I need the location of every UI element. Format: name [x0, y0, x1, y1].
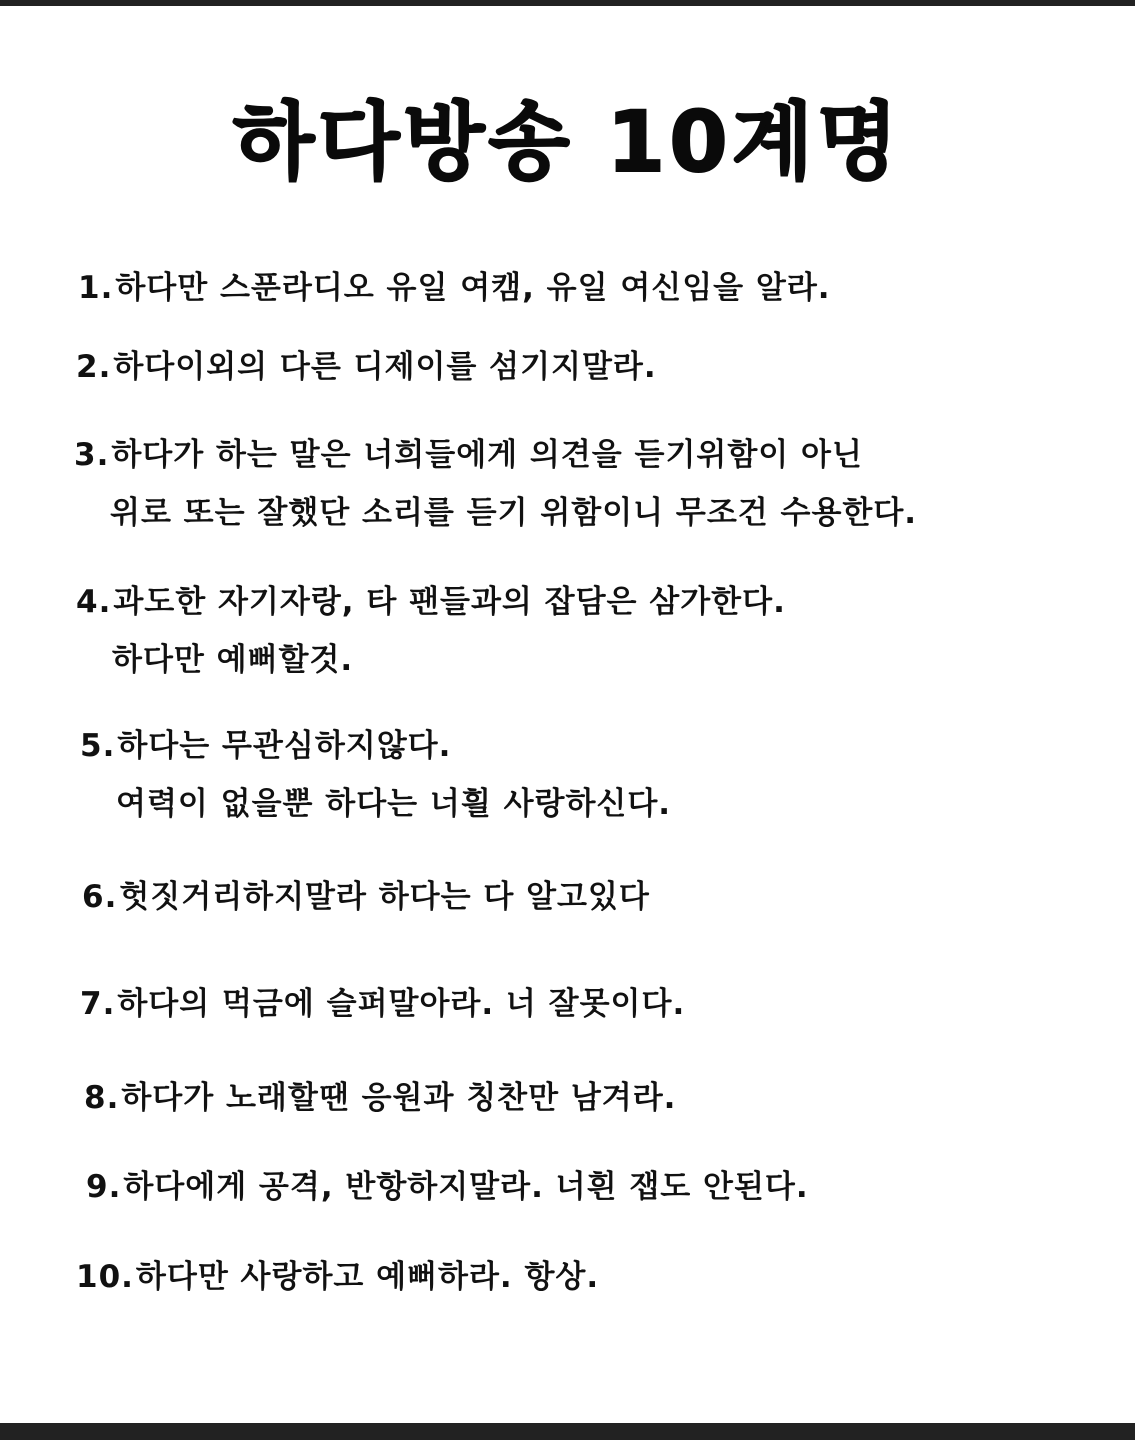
- commandment-4: [76, 573, 786, 689]
- commandment-text: 헛짓거리하지말라 하다는 다 알고있다: [119, 879, 650, 915]
- commandment-text: 하다만 스푼라디오 유일 여캠, 유일 여신임을 알라.: [115, 270, 831, 306]
- commandment-text-continued: 하다만 예뻐할것.: [112, 642, 354, 678]
- commandment-number: 6.: [82, 879, 118, 915]
- commandment-text: 하다는 무관심하지않다.: [117, 728, 452, 764]
- commandment-number: 2.: [76, 349, 112, 385]
- commandment-text-continued: 여력이 없을뿐 하다는 너흴 사랑하신다.: [116, 786, 672, 822]
- commandment-9: [86, 1158, 809, 1216]
- commandment-number: 1.: [78, 270, 114, 306]
- commandment-5: [80, 717, 671, 833]
- commandment-3: [74, 426, 917, 542]
- commandment-number: 8.: [84, 1080, 120, 1116]
- commandment-number: 3.: [74, 437, 110, 473]
- commandment-2: [76, 338, 657, 396]
- commandment-8: [84, 1069, 676, 1127]
- commandment-number: 9.: [86, 1169, 122, 1205]
- commandment-1: [78, 259, 831, 317]
- commandment-text: 하다의 먹금에 슬퍼말아라. 너 잘못이다.: [117, 986, 686, 1022]
- commandment-10: [76, 1248, 599, 1306]
- bottom-border-bar: [0, 1423, 1135, 1440]
- commandment-6: [82, 868, 650, 926]
- document-title: 하다방송 10계명: [232, 93, 902, 191]
- top-border-bar: [0, 0, 1135, 6]
- commandment-number: 7.: [80, 986, 116, 1022]
- commandment-7: [80, 975, 685, 1033]
- commandment-number: 10.: [76, 1259, 134, 1295]
- commandment-text: 하다가 노래할땐 응원과 칭찬만 남겨라.: [121, 1080, 677, 1116]
- commandment-text: 하다이외의 다른 디제이를 섬기지말라.: [113, 349, 657, 385]
- commandment-number: 5.: [80, 728, 116, 764]
- commandment-text: 과도한 자기자랑, 타 팬들과의 잡담은 삼가한다.: [113, 584, 786, 620]
- commandment-text: 하다만 사랑하고 예뻐하라. 항상.: [135, 1259, 600, 1295]
- commandment-text-continued: 위로 또는 잘했단 소리를 듣기 위함이니 무조건 수용한다.: [110, 495, 918, 531]
- commandment-text: 하다에게 공격, 반항하지말라. 너흰 잽도 안된다.: [123, 1169, 809, 1205]
- commandment-number: 4.: [76, 584, 112, 620]
- commandment-text: 하다가 하는 말은 너희들에게 의견을 듣기위함이 아닌: [111, 437, 863, 473]
